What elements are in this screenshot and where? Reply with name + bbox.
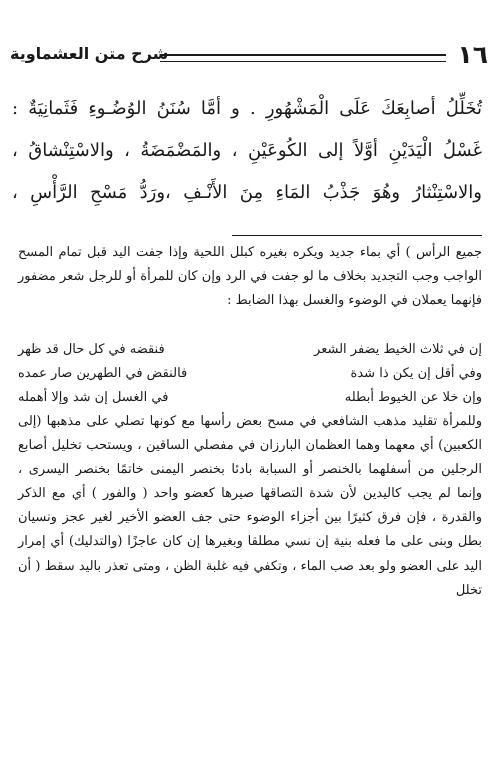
commentary-paragraph: وللمرأة تقليد مذهب الشافعي في مسح بعض رأسها مع كونها تصلي على مذهبها (إلى الكعبين) أي معهما وهما العظمان البارزان في مفصلي الساقين ، ويستحب تخليل أصابع الرجلين من أسفلهما بالخنصر أو السبابة بادئا بخنصر اليمنى خاتمًا بخنصر اليسرى ، وإنما لم يجب كاليدين لأن شدة التصاقها صيرها كعضو واحد ( والفور ) أي مع الذكر والقدرة ، فإن فرق كثيرًا بين أجزاء الوضوء حتى جف العضو الأخير لغير عجز ونسيان بطل وبنى على ما فعله بنية إن نسي مطلقا وبغيرها إن كان عاجزًا (والتدليك) أي إمرار اليد على العضو ولو بعد صب الماء ، وتكفي فيه غلبة الظن ، ومتى تعذر باليد سقط ( أن تخلل <box>18 414 482 598</box>
verse-first-half: وفي أقل إن يكن ذا شدة <box>350 366 482 382</box>
poem-block <box>18 338 482 410</box>
commentary-intro <box>18 241 482 313</box>
poem-verse <box>18 386 482 410</box>
running-title: شرح متن العشماوية <box>10 44 169 63</box>
commentary-continued <box>18 410 482 603</box>
matn-line: تُخَلِّلُ أصابِعَكَ عَلَى الْمَشْهُورِ . و أمَّا سُنَنُ الوُضُـوءِ فَثَمانِيَةٌ : <box>12 98 482 119</box>
verse-first-half: وإن خلا عن الخيوط أبطله <box>344 390 482 406</box>
page-header <box>10 40 488 80</box>
matn-line: غَسْلُ الْيَدَيْنِ أوَّلاً إلى الكُوعَيْنِ ، والمَضْمَضَةُ ، والاسْتِنْشاقُ ، <box>12 140 482 161</box>
page-number: ١٦ <box>457 40 488 69</box>
matn-text <box>12 88 482 214</box>
verse-second-half: فنقضه في كل حال قد ظهر <box>18 342 165 357</box>
verse-second-half: فالنقض في الطهرين صار عمده <box>18 366 188 382</box>
header-rule <box>160 54 446 62</box>
poem-verse <box>18 338 482 362</box>
verse-second-half: في الغسل إن شد وإلا أهمله <box>18 390 169 406</box>
commentary-paragraph: جميع الرأس ) أي بماء جديد ويكره بغيره كبلل اللحية وإذا جفت اليد قبل تمام المسح الواجب وجب التجديد بخلاف ما لو جفت في الرد وإن كان للمرأة أو للرجل شعر مضفور فإنهما يعملان في الوضوء والغسل بهذا الضابط : <box>18 245 482 309</box>
footnote-divider <box>232 235 482 236</box>
poem-verse <box>18 362 482 386</box>
verse-first-half: إن في ثلاث الخيط يضفر الشعر <box>314 342 482 357</box>
matn-line: والاسْتِنْثارُ وهُوَ جَذْبُ المَاءِ مِنَ الأَنْـفِ ،ورَدُّ مَسْحِ الرَّأْسِ ، <box>12 182 482 203</box>
